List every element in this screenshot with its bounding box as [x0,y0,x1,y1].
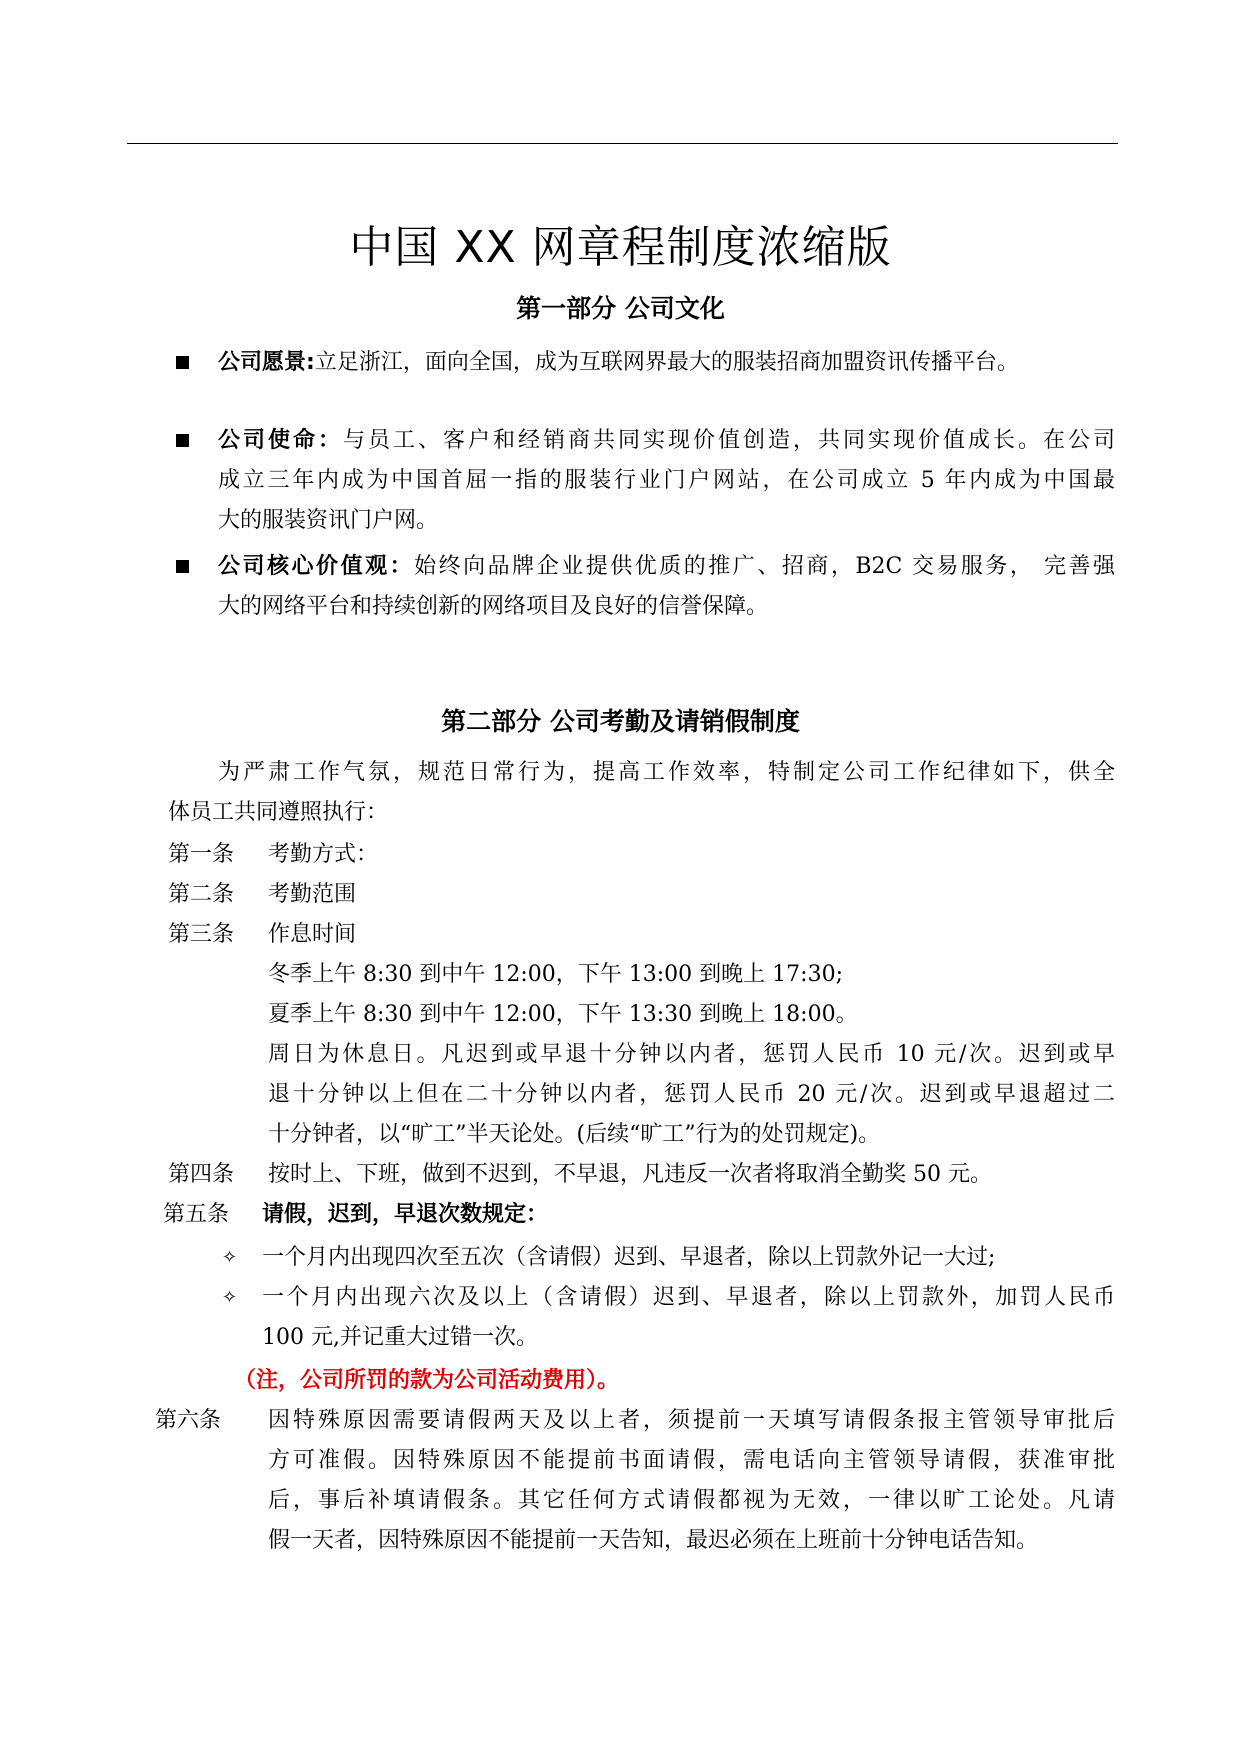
intro-line-1: 为严肃工作气氛，规范日常行为，提高工作效率，特制定公司工作纪律如下，供全 [218,760,1115,785]
values-line-1 [218,552,1115,582]
article-6-line-2: 方可准假。因特殊原因不能提前书面请假，需电话向主管领导请假，获准审批 [268,1448,1115,1473]
diamond-bullet-icon: ✧ [222,1287,238,1308]
article-5-text: 请假，迟到，早退次数规定： [262,1202,549,1227]
article-3-summer: 夏季上午 8:30 到中午 12:00，下午 13:30 到晚上 18:00。 [268,1002,858,1027]
article-6-line-4: 假一天者，因特殊原因不能提前一天告知，最迟必须在上班前十分钟电话告知。 [268,1528,1039,1553]
article-5-item-2-line-2: 100 元,并记重大过错一次。 [262,1325,538,1350]
square-bullet-icon [176,434,189,447]
article-5-item-1: 一个月内出现四次至五次（含请假）迟到、早退者，除以上罚款外记一大过; [262,1245,996,1270]
part1-heading: 第一部分 公司文化 [516,294,725,323]
values-label: 公司核心价值观： [218,554,415,579]
article-1-text: 考勤方式： [268,842,379,867]
values-text-1: 始终向品牌企业提供优质的推广、招商，B2C 交易服务， 完善强 [414,554,1115,579]
article-4-number: 第四条 [168,1162,235,1187]
values-line-2: 大的网络平台和持续创新的网络项目及良好的信誉保障。 [218,594,769,619]
mission-line-2: 成立三年内成为中国首屈一指的服装行业门户网站，在公司成立 5 年内成为中国最 [218,468,1115,493]
diamond-bullet-icon: ✧ [222,1247,238,1268]
vision-label: 公司愿景: [218,350,315,375]
square-bullet-icon [176,560,189,573]
article-3-winter: 冬季上午 8:30 到中午 12:00，下午 13:00 到晚上 17:30; [268,962,843,987]
part2-heading: 第二部分 公司考勤及请销假制度 [441,707,800,736]
article-3-rule-3: 十分钟者，以“旷工”半天论处。(后续“旷工”行为的处罚规定)。 [268,1122,881,1147]
article-3-rule-1: 周日为休息日。凡迟到或早退十分钟以内者，惩罚人民币 10 元/次。迟到或早 [268,1042,1115,1067]
vision-line [218,348,1019,378]
article-6-line-3: 后，事后补填请假条。其它任何方式请假都视为无效，一律以旷工论处。凡请 [268,1488,1115,1513]
article-1-number: 第一条 [168,842,235,867]
vision-text: 立足浙江，面向全国，成为互联网界最大的服装招商加盟资讯传播平台。 [314,350,1019,375]
square-bullet-icon [176,356,189,369]
article-4-text: 按时上、下班，做到不迟到，不早退，凡违反一次者将取消全勤奖 50 元。 [268,1162,992,1187]
mission-label: 公司使命： [218,428,343,453]
article-6-number: 第六条 [155,1408,222,1433]
header-rule [127,143,1118,144]
mission-line-3: 大的服装资讯门户网。 [218,508,439,533]
article-3-rule-2: 退十分钟以上但在二十分钟以内者，惩罚人民币 20 元/次。迟到或早退超过二 [268,1082,1115,1107]
mission-text-1: 与员工、客户和经销商共同实现价值创造，共同实现价值成长。在公司 [343,428,1115,453]
article-3-number: 第三条 [168,922,235,947]
document-title: 中国 XX 网章程制度浓缩版 [349,222,892,273]
article-6-line-1: 因特殊原因需要请假两天及以上者，须提前一天填写请假条报主管领导审批后 [268,1408,1115,1433]
article-3-text: 作息时间 [268,922,357,947]
article-2-number: 第二条 [168,882,235,907]
article-5-item-2-line-1: 一个月内出现六次及以上（含请假）迟到、早退者，除以上罚款外，加罚人民币 [262,1285,1115,1310]
mission-line-1 [218,426,1115,456]
article-5-number: 第五条 [163,1202,230,1227]
article-2-text: 考勤范围 [268,882,357,907]
intro-line-2: 体员工共同遵照执行： [168,800,389,825]
note-text: （注，公司所罚的款为公司活动费用）。 [234,1368,620,1393]
